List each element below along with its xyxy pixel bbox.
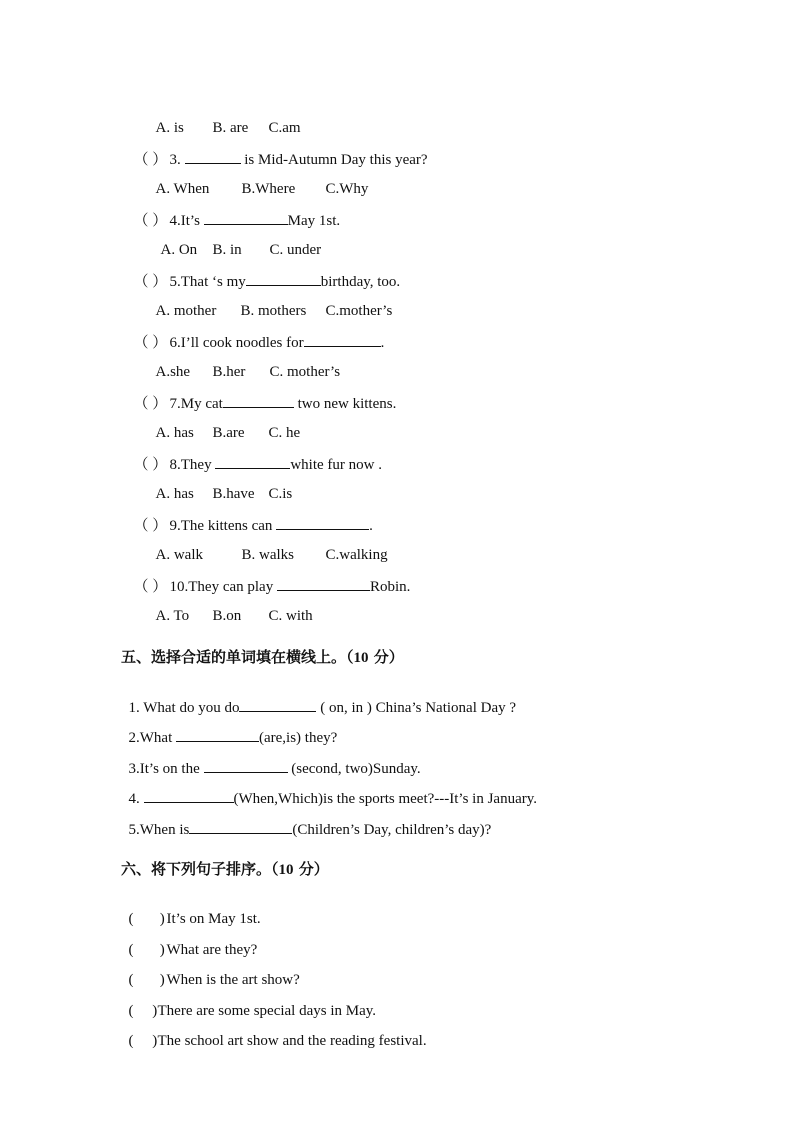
option-c: C.am xyxy=(268,120,301,136)
answer-paren: （ ） xyxy=(133,335,168,351)
order-text: It’s on May 1st. xyxy=(166,911,261,927)
option-b: B.Where xyxy=(241,181,296,197)
option-a: A. is xyxy=(155,120,184,136)
option-c: C. under xyxy=(269,242,322,258)
option-b: B. mothers xyxy=(240,303,307,319)
order-text: When is the art show? xyxy=(166,972,300,988)
section-title-text: 六、将下列句子排序。（ xyxy=(121,860,279,878)
option-a: A. walk xyxy=(155,547,203,563)
option-b: B.have xyxy=(212,486,255,502)
order-paren[interactable]: ( ) xyxy=(128,972,165,988)
option-a: A. When xyxy=(155,181,210,197)
order-text: What are they? xyxy=(166,942,258,958)
question-number: 9. xyxy=(169,518,181,534)
item-text-before: 5.When is xyxy=(128,822,190,838)
option-a: A. mother xyxy=(155,303,217,319)
question-text-after: . xyxy=(380,335,385,351)
option-c: C.Why xyxy=(325,181,369,197)
option-b: B.are xyxy=(212,425,245,441)
order-paren[interactable]: ( ) xyxy=(128,1033,158,1049)
question-number: 10. xyxy=(169,579,189,595)
section-title-end: 分） xyxy=(368,648,404,666)
answer-paren: （ ） xyxy=(133,396,168,412)
option-c: C. with xyxy=(268,608,313,624)
item-text-after: (Children’s Day, children’s day)? xyxy=(292,822,492,838)
question-10-options xyxy=(148,586,313,626)
question-text-after: birthday, too. xyxy=(320,274,401,290)
answer-paren: （ ） xyxy=(133,518,168,534)
question-number: 3. xyxy=(169,152,185,168)
option-c: C. mother’s xyxy=(269,364,341,380)
question-text-after: Robin. xyxy=(369,579,411,595)
option-a: A. has xyxy=(155,486,194,502)
question-number: 6. xyxy=(169,335,181,351)
question-text-after: May 1st. xyxy=(287,213,341,229)
item-text-before: 4. xyxy=(128,791,144,807)
section-6-title xyxy=(121,859,329,880)
answer-paren: （ ） xyxy=(133,152,168,168)
option-c: C.mother’s xyxy=(325,303,393,319)
answer-paren: （ ） xyxy=(133,579,168,595)
question-text-before: They can play xyxy=(188,579,277,595)
order-paren[interactable]: ( ) xyxy=(128,911,165,927)
option-b: B. in xyxy=(212,242,242,258)
order-text: There are some special days in May. xyxy=(157,1003,377,1019)
item-text-after: (second, two)Sunday. xyxy=(287,761,421,777)
option-b: B. walks xyxy=(241,547,294,563)
section-5-title xyxy=(121,647,404,668)
item-text-before: 2.What xyxy=(128,730,176,746)
section-title-end: 分） xyxy=(293,860,329,878)
section-score: 10 xyxy=(353,650,369,666)
question-text-before: I’ll cook noodles for xyxy=(180,335,304,351)
option-c: C. he xyxy=(268,425,301,441)
option-b: B. are xyxy=(212,120,249,136)
question-number: 5. xyxy=(169,274,181,290)
section-title-text: 五、选择合适的单词填在横线上。（ xyxy=(121,648,354,666)
option-a: A. On xyxy=(160,242,198,258)
order-text: The school art show and the reading festival. xyxy=(157,1033,427,1049)
question-text-before: It’s xyxy=(180,213,204,229)
option-b: B.on xyxy=(212,608,242,624)
option-c: C.is xyxy=(268,486,293,502)
answer-paren: （ ） xyxy=(133,274,168,290)
question-number: 4. xyxy=(169,213,181,229)
item-text-before: 1. What do you do xyxy=(128,700,240,716)
question-text-after: . xyxy=(369,518,373,534)
order-paren[interactable]: ( ) xyxy=(128,1003,158,1019)
question-text-after: white fur now . xyxy=(290,457,382,473)
question-number: 7. xyxy=(169,396,181,412)
question-text-after: two new kittens. xyxy=(293,396,397,412)
answer-paren: （ ） xyxy=(133,457,168,473)
order-item-5 xyxy=(121,1011,427,1051)
question-number: 8. xyxy=(169,457,181,473)
answer-blank[interactable] xyxy=(189,819,292,834)
answer-paren: （ ） xyxy=(133,213,168,229)
option-a: A. To xyxy=(155,608,190,624)
item-text-before: 3.It’s on the xyxy=(128,761,204,777)
fill-item-5 xyxy=(121,799,491,840)
question-text-before: That ‘s my xyxy=(180,274,246,290)
question-text-before: They xyxy=(180,457,216,473)
question-text-before: My cat xyxy=(180,396,223,412)
order-paren[interactable]: ( ) xyxy=(128,942,165,958)
question-text-after: is Mid-Autumn Day this year? xyxy=(240,152,428,168)
question-text-before: The kittens can xyxy=(180,518,277,534)
item-text-after: (are,is) they? xyxy=(258,730,338,746)
option-a: A. has xyxy=(155,425,194,441)
option-b: B.her xyxy=(212,364,246,380)
section-score: 10 xyxy=(278,862,294,878)
item-text-after: (When,Which)is the sports meet?---It’s in January. xyxy=(233,791,538,807)
option-a: A.she xyxy=(155,364,191,380)
option-c: C.walking xyxy=(325,547,388,563)
item-text-after: ( on, in ) China’s National Day ? xyxy=(316,700,517,716)
